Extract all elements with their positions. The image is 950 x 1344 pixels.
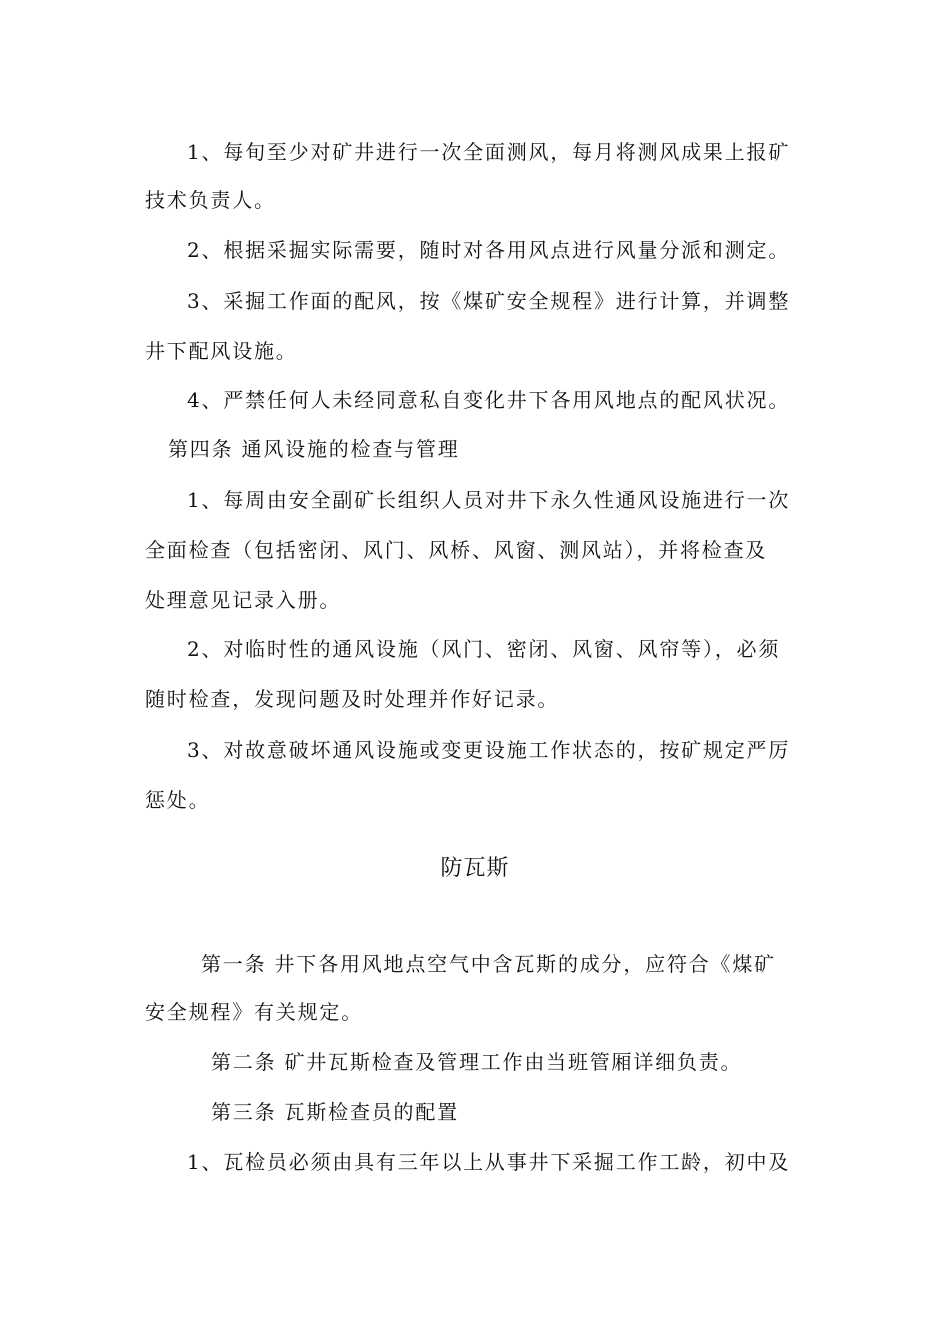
text-line: 3、对故意破坏通风设施或变更设施工作状态的，按矿规定严厉	[187, 738, 791, 762]
text-line: 4、严禁任何人未经同意私自变化井下各用风地点的配风状况。	[187, 388, 791, 412]
text-line: 1、瓦检员必须由具有三年以上从事井下采掘工作工龄，初中及	[187, 1150, 791, 1174]
text-line: 1、每周由安全副矿长组织人员对井下永久性通风设施进行一次	[187, 488, 791, 512]
text-line: 第二条 矿井瓦斯检查及管理工作由当班管厢详细负责。	[211, 1050, 743, 1074]
article-heading: 第三条 瓦斯检查员的配置	[211, 1100, 459, 1124]
article-heading: 第四条 通风设施的检查与管理	[168, 437, 460, 461]
text-line: 随时检查，发现问题及时处理并作好记录。	[145, 687, 560, 711]
text-line: 2、对临时性的通风设施（风门、密闭、风窗、风帘等），必须	[187, 637, 781, 661]
text-line: 全面检查（包括密闭、风门、风桥、风窗、测风站），并将检查及	[145, 538, 768, 562]
text-line: 技术负责人。	[145, 188, 276, 212]
text-line: 第一条 井下各用风地点空气中含瓦斯的成分，应符合《煤矿	[201, 952, 776, 976]
text-line: 安全规程》有关规定。	[145, 1000, 363, 1024]
text-line: 2、根据采掘实际需要，随时对各用风点进行风量分派和测定。	[187, 238, 791, 262]
text-line: 3、采掘工作面的配风，按《煤矿安全规程》进行计算，并调整	[187, 289, 791, 313]
text-line: 惩处。	[145, 788, 211, 812]
text-line: 1、每旬至少对矿井进行一次全面测风，每月将测风成果上报矿	[187, 140, 791, 164]
text-line: 井下配风设施。	[145, 339, 298, 363]
text-line: 处理意见记录入册。	[145, 588, 342, 612]
section-title: 防瓦斯	[440, 856, 510, 881]
